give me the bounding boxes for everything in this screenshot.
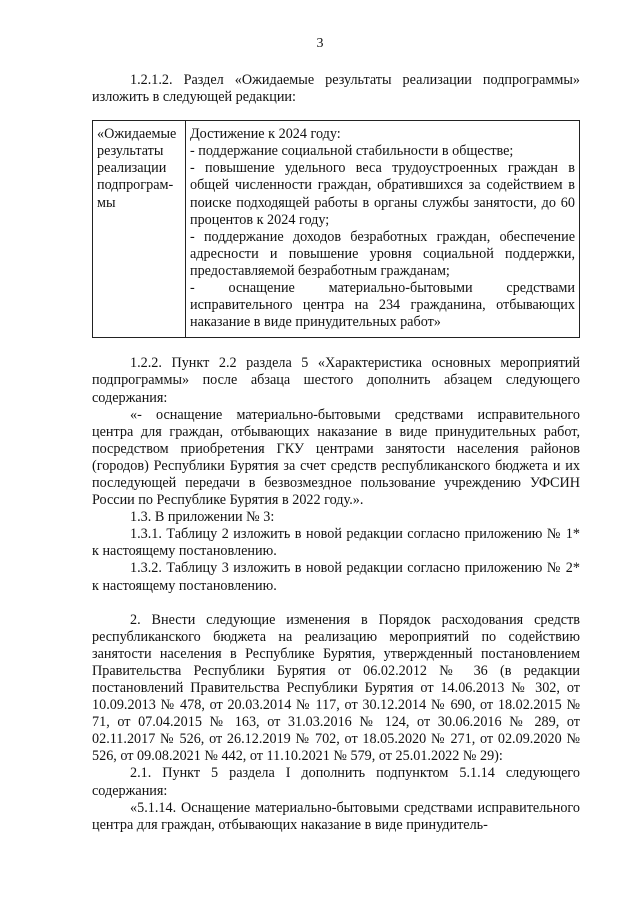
intro-paragraph: 1.2.1.2. Раздел «Ожидаемые результаты реализации подпрограммы» изложить в следующей редакции: xyxy=(92,72,580,106)
paragraph: «5.1.14. Оснащение материально-бытовыми средствами исправительного центра для граждан, отбывающих наказание в виде принудитель- xyxy=(92,799,580,833)
paragraph: «- оснащение материально-бытовыми средствами исправительного центра для граждан, отбывающих наказание в виде принудительных работ, посредством приобретения ГКУ центрами занятости населения районов (городов) Республики Бурятия за счет средств республиканского бюджета и их последующей передачи в безвозмездное пользование учреждению УФСИН России по Республике Бурятия в 2022 году.». xyxy=(92,406,580,509)
expected-results-table xyxy=(92,120,580,338)
paragraph: 1.3. В приложении № 3: xyxy=(130,509,275,526)
table-line: Достижение к 2024 году: xyxy=(190,126,341,143)
table-line: - поддержание доходов безработных граждан, обеспечение адресности и повышение уровня социальной поддержки, предоставляемой безработным гражданам; xyxy=(190,228,575,279)
page-number: 3 xyxy=(316,36,324,51)
table-row xyxy=(93,121,580,338)
table-left-cell: «Ожидаемые результаты реализации подпрограм-мы xyxy=(93,121,186,338)
table-line: - поддержание социальной стабильности в обществе; xyxy=(190,143,514,160)
document-body xyxy=(92,72,580,834)
table-line: - оснащение материально-бытовыми средствами исправительного центра на 234 гражданина, отбывающих наказание в виде принудительных работ» xyxy=(190,280,575,331)
paragraph: 2. Внести следующие изменения в Порядок расходования средств республиканского бюджета на реализацию мероприятий по содействию занятости населения в Республике Бурятия, утвержденный постановлением Правительства Республики Бурятия от 06.02.2012 № 36 (в редакции постановлений Правительства Республики Бурятия от 14.06.2013 № 302, от 10.09.2013 № 478, от 20.03.2014 № 117, от 30.12.2014 № 690, от 18.02.2015 № 71, от 07.04.2015 № 163, от 31.03.2016 № 124, от 30.06.2016 № 289, от 02.11.2017 № 526, от 26.12.2019 № 702, от 18.05.2020 № 271, от 02.09.2020 № 526, от 09.08.2021 № 442, от 11.10.2021 № 579, от 25.01.2022 № 29): xyxy=(92,611,580,765)
table-line: - повышение удельного веса трудоустроенных граждан в общей численности граждан, обратившихся за содействием в поиске подходящей работы в органы службы занятости, до 60 процентов к 2024 году; xyxy=(190,160,575,228)
paragraph: 1.2.2. Пункт 2.2 раздела 5 «Характеристика основных мероприятий подпрограммы» после абзаца шестого дополнить абзацем следующего содержания: xyxy=(92,355,580,406)
table-right-cell xyxy=(186,121,580,338)
paragraph: 1.3.2. Таблицу 3 изложить в новой редакции согласно приложению № 2* к настоящему постановлению. xyxy=(92,560,580,594)
paragraph: 1.3.1. Таблицу 2 изложить в новой редакции согласно приложению № 1* к настоящему постановлению. xyxy=(92,526,580,560)
paragraph: 2.1. Пункт 5 раздела I дополнить подпунктом 5.1.14 следующего содержания: xyxy=(92,765,580,799)
